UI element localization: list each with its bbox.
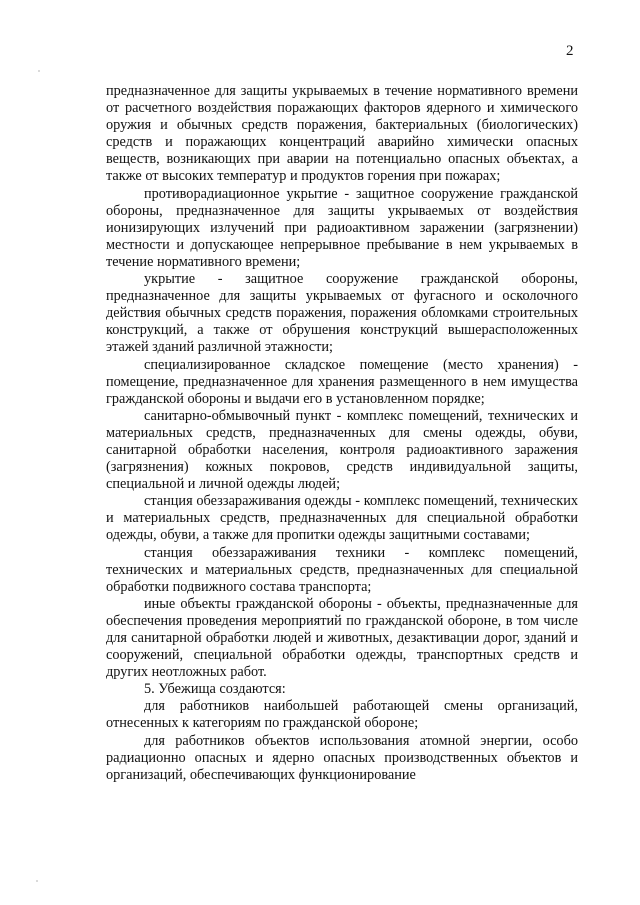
page-number: 2	[566, 43, 574, 59]
paragraph-sanitary-point: санитарно-обмывочный пункт - комплекс помещений, технических и материальных средств, предназначенных для смены одежды, обуви, санитарной обработки населения, контроля радиоактивного заражения (загрязнения) кожных покровов, средств индивидуальной защиты, специальной и личной одежды людей;	[106, 407, 578, 493]
paragraph-largest-shift: для работников наибольшей работающей смены организаций, отнесенных к категориям по гражданской обороне;	[106, 698, 578, 732]
scan-speck	[36, 880, 38, 882]
paragraph-nuclear-objects: для работников объектов использования атомной энергии, особо радиационно опасных и ядерно опасных производственных объектов и организаций, обеспечивающих функционирование	[106, 732, 578, 783]
paragraph-continuation: предназначенное для защиты укрываемых в течение нормативного времени от расчетного воздействия поражающих факторов ядерного и химического оружия и обычных средств поражения, бактериальных (биологических) средств и поражающих концентраций аварийно химически опасных веществ, возникающих при аварии на потенциально опасных объектах, а также от высоких температур и продуктов горения при пожарах;	[106, 83, 578, 185]
paragraph-vehicle-station: станция обеззараживания техники - комплекс помещений, технических и материальных средств, предназначенных для специальной обработки подвижного состава транспорта;	[106, 544, 578, 595]
document-body	[106, 83, 578, 784]
paragraph-anti-radiation-shelter: противорадиационное укрытие - защитное сооружение гражданской обороны, предназначенное для защиты укрываемых от воздействия ионизирующих излучений при радиоактивном заражении (загрязнении) местности и допускающее непрерывное пребывание в нем укрываемых в течение нормативного времени;	[106, 185, 578, 270]
paragraph-clothing-station: станция обеззараживания одежды - комплекс помещений, технических и материальных средств, предназначенных для специальной обработки одежды, обуви, а также для пропитки одежды защитными составами;	[106, 493, 578, 544]
paragraph-shelter: укрытие - защитное сооружение гражданской обороны, предназначенное для защиты укрываемых от фугасного и осколочного действия обычных средств поражения, поражения обломками строительных конструкций, а также от обрушения конструкций вышерасположенных этажей зданий различной этажности;	[106, 271, 578, 356]
paragraph-section-5-heading: 5. Убежища создаются:	[144, 681, 286, 698]
paragraph-other-objects: иные объекты гражданской обороны - объекты, предназначенные для обеспечения проведения мероприятий по гражданской обороне, в том числе для санитарной обработки людей и животных, дезактивации дорог, зданий и сооружений, специальной обработки одежды, транспортных средств и других неотложных работ.	[106, 595, 578, 681]
scan-speck	[38, 70, 40, 72]
paragraph-storage-room: специализированное складское помещение (место хранения) - помещение, предназначенное для хранения размещенного в нем имущества гражданской обороны и выдачи его в установленном порядке;	[106, 356, 578, 407]
